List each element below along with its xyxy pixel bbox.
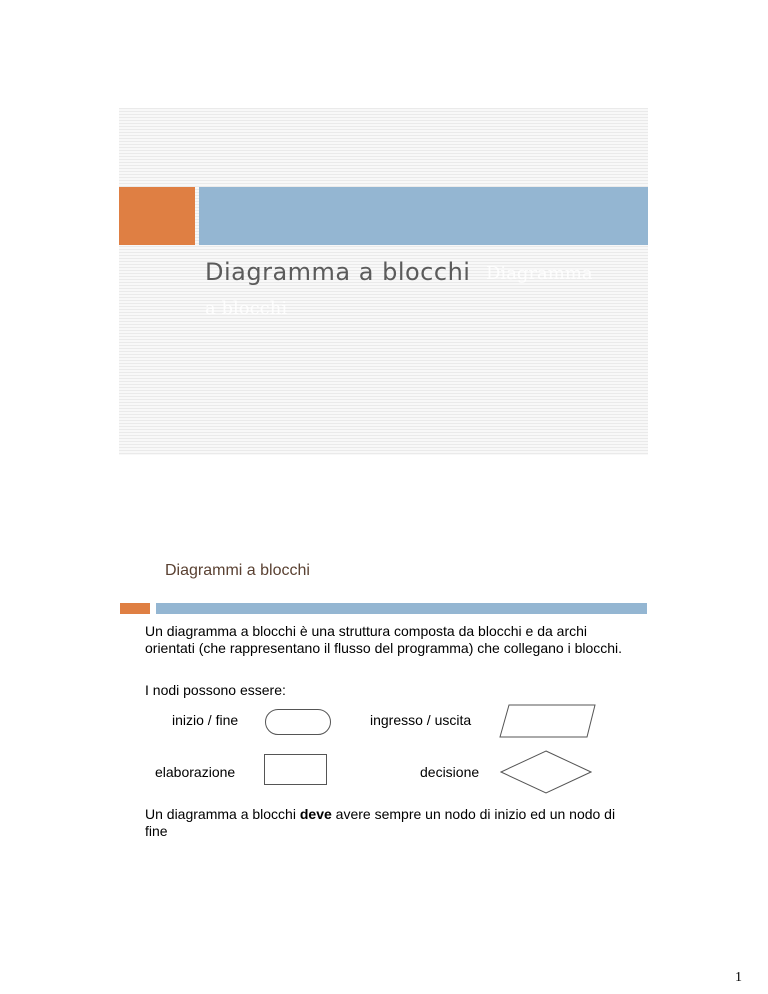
- orange-divider-bar: [120, 603, 150, 614]
- io-label: ingresso / uscita: [370, 712, 472, 728]
- parallelogram-shape: [499, 704, 597, 738]
- content-slide-title: Diagrammi a blocchi: [165, 562, 310, 579]
- ghost-title-line-2: a blocchi: [205, 298, 288, 319]
- rule-text-start: Un diagramma a blocchi: [145, 806, 300, 822]
- intro-paragraph: Un diagramma a blocchi è una struttura composta da blocchi e da archi orientati (che rappresentano il flusso del programma) che collegano i blocchi.: [145, 623, 623, 656]
- page-number: 1: [735, 970, 742, 985]
- blue-divider-bar: [156, 603, 647, 614]
- ghost-title-line-1: Diagramma: [486, 263, 593, 284]
- rule-paragraph: [145, 806, 625, 840]
- start-end-label: inizio / fine: [172, 712, 239, 728]
- rectangle-shape: [264, 754, 327, 785]
- diamond-shape: [500, 750, 592, 794]
- nodes-intro: I nodi possono essere:: [145, 682, 286, 698]
- rule-text-end: avere sempre un nodo di inizio ed un nodo di fine: [145, 806, 616, 839]
- terminator-shape: [265, 709, 331, 735]
- title-slide: [119, 108, 648, 455]
- rule-emphasis: deve: [299, 806, 332, 822]
- process-label: elaborazione: [155, 764, 236, 780]
- orange-accent-bar: [119, 187, 195, 245]
- decision-label: decisione: [420, 764, 480, 780]
- blue-accent-bar: [199, 187, 648, 245]
- slide-title: Diagramma a blocchi: [205, 258, 471, 286]
